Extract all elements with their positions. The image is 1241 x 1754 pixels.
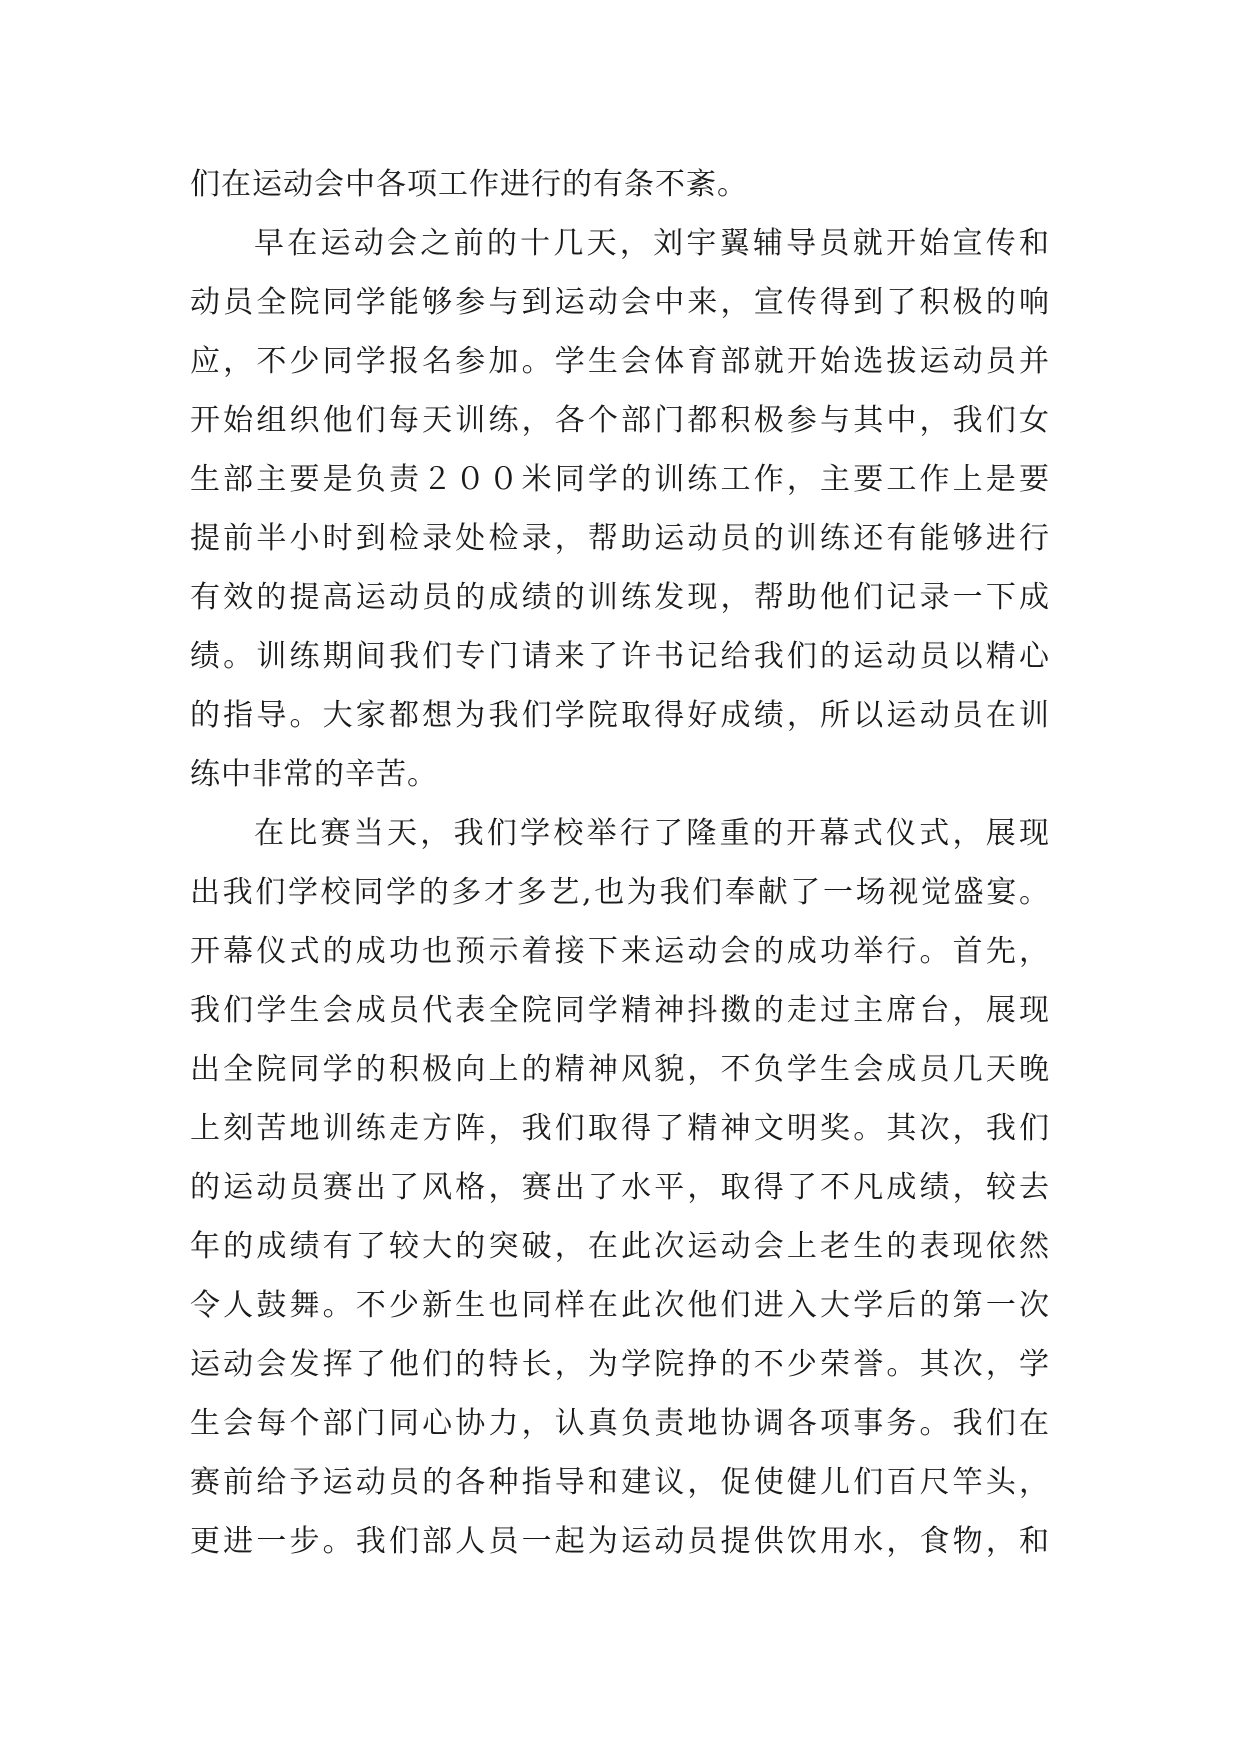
text-line: 的指导。大家都想为我们学院取得好成绩，所以运动员在训 <box>190 698 1050 733</box>
text-line: 开幕仪式的成功也预示着接下来运动会的成功举行。首先， <box>190 934 1050 969</box>
text-line: 的运动员赛出了风格，赛出了水平，取得了不凡成绩，较去 <box>190 1170 1050 1205</box>
text-line: 生部主要是负责２００米同学的训练工作，主要工作上是要 <box>190 462 1050 497</box>
paragraph-first-line: 早在运动会之前的十几天，刘宇翼辅导员就开始宣传和 <box>254 226 1050 261</box>
text-line: 出我们学校同学的多才多艺,也为我们奉献了一场视觉盛宴。 <box>190 875 1050 910</box>
text-line: 开始组织他们每天训练，各个部门都积极参与其中，我们女 <box>190 403 1050 438</box>
text-line: 年的成绩有了较大的突破，在此次运动会上老生的表现依然 <box>190 1229 1050 1264</box>
text-line: 我们学生会成员代表全院同学精神抖擞的走过主席台，展现 <box>190 993 1050 1028</box>
text-line: 应，不少同学报名参加。学生会体育部就开始选拔运动员并 <box>190 344 1050 379</box>
text-line: 练中非常的辛苦。 <box>190 757 438 792</box>
text-line: 上刻苦地训练走方阵，我们取得了精神文明奖。其次，我们 <box>190 1111 1050 1146</box>
text-line: 赛前给予运动员的各种指导和建议，促使健儿们百尺竿头， <box>190 1465 1050 1500</box>
body-text <box>190 155 1050 1571</box>
text-line: 运动会发挥了他们的特长，为学院挣的不少荣誉。其次，学 <box>190 1347 1050 1382</box>
text-line: 们在运动会中各项工作进行的有条不紊。 <box>190 167 748 202</box>
text-line: 提前半小时到检录处检录，帮助运动员的训练还有能够进行 <box>190 521 1050 556</box>
text-line: 动员全院同学能够参与到运动会中来，宣传得到了积极的响 <box>190 285 1050 320</box>
text-line: 有效的提高运动员的成绩的训练发现，帮助他们记录一下成 <box>190 580 1050 615</box>
text-line: 出全院同学的积极向上的精神风貌，不负学生会成员几天晚 <box>190 1052 1050 1087</box>
text-line: 生会每个部门同心协力，认真负责地协调各项事务。我们在 <box>190 1406 1050 1441</box>
text-line: 令人鼓舞。不少新生也同样在此次他们进入大学后的第一次 <box>190 1288 1050 1323</box>
text-line: 更进一步。我们部人员一起为运动员提供饮用水，食物，和 <box>190 1524 1050 1559</box>
paragraph-first-line: 在比赛当天，我们学校举行了隆重的开幕式仪式，展现 <box>254 816 1050 851</box>
text-line: 绩。训练期间我们专门请来了许书记给我们的运动员以精心 <box>190 639 1050 674</box>
